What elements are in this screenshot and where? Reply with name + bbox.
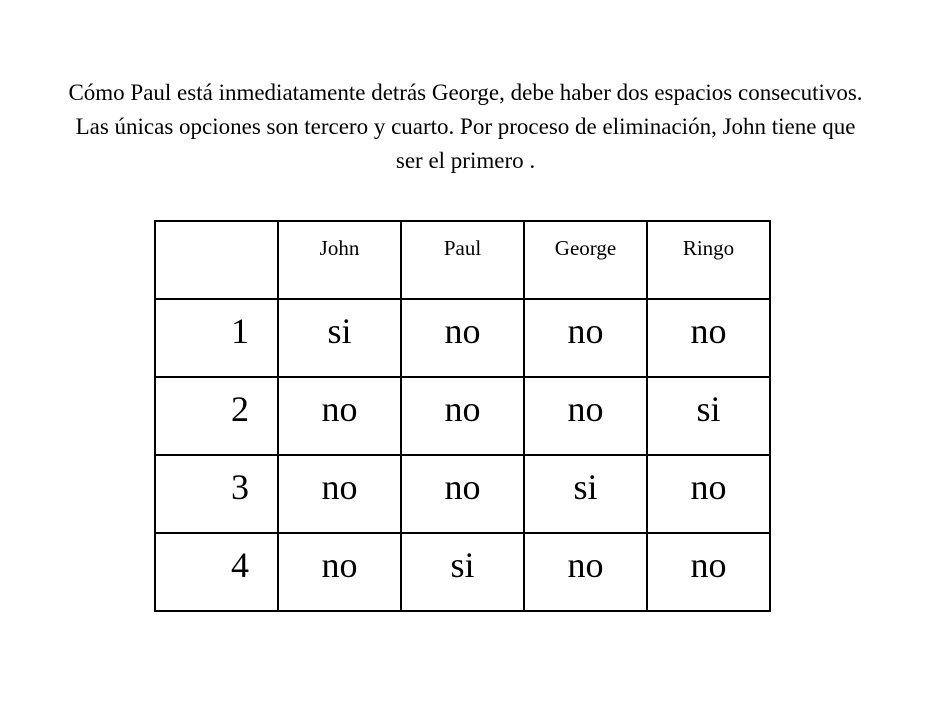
table-cell: no — [401, 299, 524, 377]
table-cell: si — [647, 377, 770, 455]
table-cell: no — [278, 455, 401, 533]
table-cell: no — [401, 455, 524, 533]
table-cell: no — [647, 455, 770, 533]
table-cell: no — [647, 299, 770, 377]
caption-text: Cómo Paul está inmediatamente detrás George, debe haber dos espacios consecutivos. Las únicas opciones son tercero y cuarto. Por proceso de eliminación, John tiene que ser el primero . — [68, 80, 863, 173]
header-cell-paul: Paul — [401, 221, 524, 299]
table-row — [155, 455, 770, 533]
table-cell: si — [401, 533, 524, 611]
row-label: 4 — [155, 533, 278, 611]
table-cell: si — [278, 299, 401, 377]
table-cell: no — [401, 377, 524, 455]
table-row — [155, 377, 770, 455]
header-cell-john: John — [278, 221, 401, 299]
table-cell: si — [524, 455, 647, 533]
row-label: 2 — [155, 377, 278, 455]
table-cell: no — [524, 299, 647, 377]
table-cell: no — [524, 377, 647, 455]
row-label: 1 — [155, 299, 278, 377]
header-cell-george: George — [524, 221, 647, 299]
table-row — [155, 533, 770, 611]
logic-grid-table — [154, 220, 771, 612]
row-label: 3 — [155, 455, 278, 533]
table-cell: no — [647, 533, 770, 611]
table-cell: no — [278, 377, 401, 455]
corner-cell — [155, 221, 278, 299]
table-cell: no — [524, 533, 647, 611]
header-row — [155, 221, 770, 299]
table-row — [155, 299, 770, 377]
table-cell: no — [278, 533, 401, 611]
header-cell-ringo: Ringo — [647, 221, 770, 299]
